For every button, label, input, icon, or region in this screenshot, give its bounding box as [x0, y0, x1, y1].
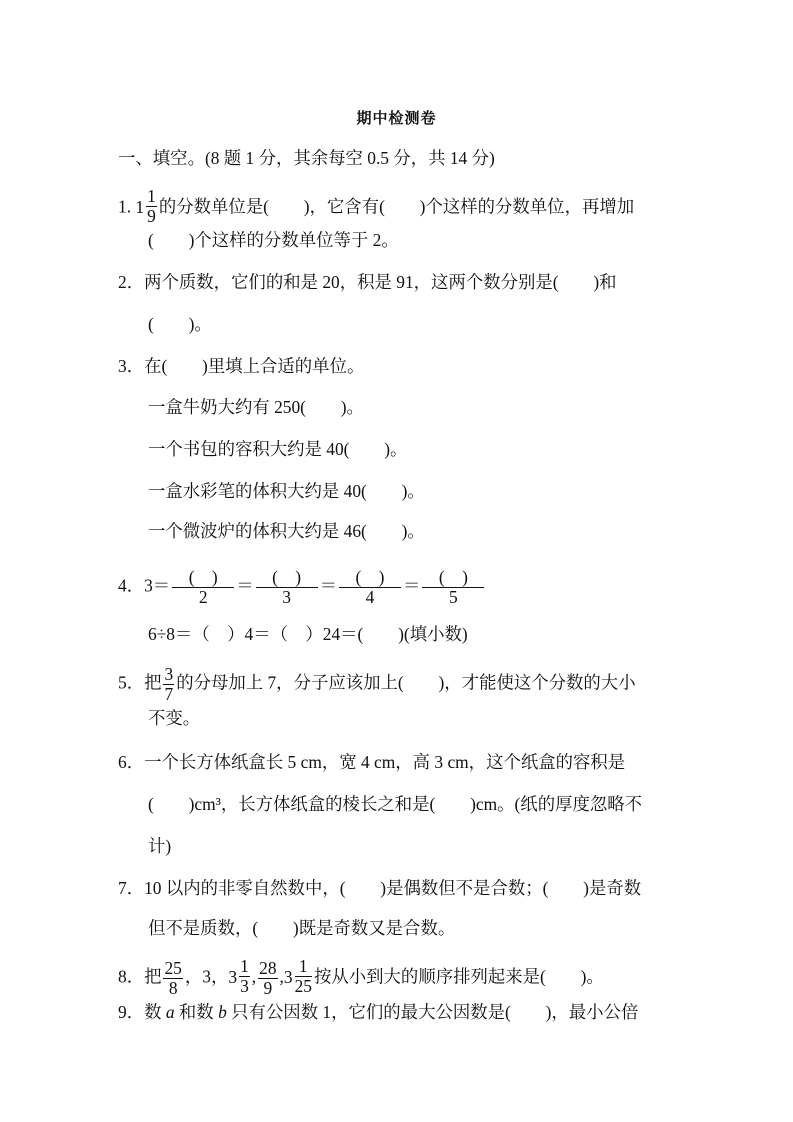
question-3-line-2: 一个书包的容积大约是 40( )。: [148, 439, 408, 459]
fraction: [256, 568, 318, 607]
numerator: 1: [295, 957, 312, 977]
mixed-number: [228, 957, 251, 996]
whole: 3: [228, 966, 238, 987]
question-number: 1.: [118, 196, 132, 217]
question-6: 6．一个长方体纸盒长 5 cm，宽 4 cm，高 3 cm，这个纸盒的容积是: [118, 752, 626, 772]
fraction: [258, 959, 277, 998]
fraction: [163, 665, 174, 704]
mixed-number: [135, 187, 158, 226]
equals: ＝: [403, 575, 421, 596]
numerator-blank: ( ): [339, 568, 401, 588]
denominator: 5: [449, 587, 458, 607]
question-number: 5．把: [118, 672, 162, 693]
whole: 1: [135, 196, 145, 217]
variable-b: b: [218, 1002, 227, 1022]
question-4: [118, 568, 486, 607]
question-6-cont: ( )cm³，长方体纸盒的棱长之和是( )cm。(纸的厚度忽略不: [148, 794, 643, 814]
numerator: 28: [259, 958, 277, 978]
text: 3＝: [144, 575, 171, 596]
separator: ，3，: [184, 966, 229, 987]
question-1: [118, 187, 634, 226]
question-1-cont: ( )个这样的分数单位等于 2。: [148, 230, 399, 250]
denominator: 9: [147, 206, 156, 226]
question-2: 2．两个质数，它们的和是 20，积是 91，这两个数分别是( )和: [118, 272, 617, 292]
question-5: [118, 665, 636, 704]
question-3-line-3: 一盒水彩笔的体积大约是 40( )。: [148, 481, 425, 501]
page-title: 期中检测卷: [356, 109, 437, 127]
question-9: [118, 1001, 638, 1023]
question-2-cont: ( )。: [148, 314, 212, 334]
question-6-cont-2: 计): [148, 836, 172, 856]
numerator: 25: [164, 958, 182, 978]
separator: ,: [251, 966, 257, 987]
denominator: 25: [294, 976, 312, 996]
numerator: 1: [147, 186, 156, 206]
question-text: 只有公因数 1，它们的最大公因数是( )，最小公倍: [231, 1002, 639, 1022]
question-text: 按从小到大的顺序排列起来是( )。: [313, 966, 604, 987]
separator: ,: [279, 966, 284, 987]
question-3-line-4: 一个微波炉的体积大约是 46( )。: [148, 521, 425, 541]
numerator: 1: [240, 956, 249, 976]
whole: 3: [283, 966, 293, 987]
question-7: 7．10 以内的非零自然数中，( )是偶数但不是合数；( )是奇数: [118, 878, 642, 898]
mixed-number: [284, 957, 314, 996]
denominator: 9: [263, 978, 273, 998]
section-heading: 一、填空。(8 题 1 分，其余每空 0.5 分，共 14 分): [118, 148, 495, 168]
question-7-cont: 但不是质数，( )既是奇数又是合数。: [148, 918, 456, 938]
fraction: [163, 959, 182, 998]
question-number: 4．: [118, 575, 145, 596]
denominator: 7: [164, 684, 174, 704]
denominator: 4: [365, 587, 375, 607]
question-8: [118, 957, 604, 998]
question-5-cont: 不变。: [148, 708, 201, 728]
equals: ＝: [236, 575, 254, 596]
question-4-line-2: 6÷8＝（ ）4＝（ ）24＝( )(填小数): [148, 624, 468, 644]
text: 和数: [178, 1002, 214, 1022]
numerator: 3: [164, 664, 174, 684]
question-text: 的分母加上 7，分子应该加上( )，才能使这个分数的大小: [176, 672, 636, 693]
question-number: 8．把: [118, 966, 162, 987]
denominator: 3: [282, 587, 291, 607]
fraction: [172, 568, 234, 607]
denominator: 2: [198, 587, 208, 607]
numerator-blank: ( ): [256, 568, 318, 588]
equals: ＝: [319, 575, 337, 596]
numerator-blank: ( ): [422, 568, 484, 588]
fraction: [339, 568, 401, 607]
denominator: 3: [240, 976, 249, 996]
variable-a: a: [165, 1002, 175, 1022]
denominator: 8: [168, 978, 178, 998]
question-text: 的分数单位是( )，它含有( )个这样的分数单位，再增加: [158, 196, 635, 217]
fraction: [295, 957, 312, 996]
question-number: 9．数: [118, 1002, 162, 1022]
numerator-blank: ( ): [172, 568, 234, 588]
fraction: [146, 187, 157, 226]
fraction: [422, 568, 484, 607]
question-3-line-1: 一盒牛奶大约有 250( )。: [148, 397, 364, 417]
fraction: [239, 957, 250, 996]
question-3: 3．在( )里填上合适的单位。: [118, 356, 365, 376]
